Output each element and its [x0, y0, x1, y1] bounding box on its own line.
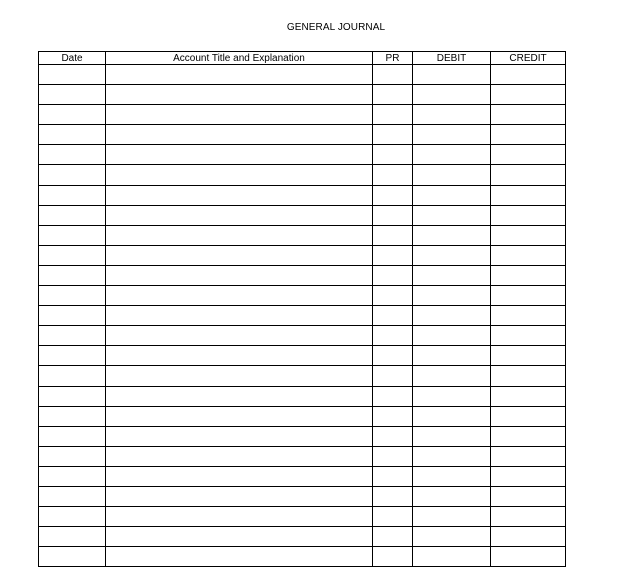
cell-date — [39, 165, 106, 185]
cell-credit — [491, 527, 566, 547]
cell-account — [106, 205, 373, 225]
cell-pr — [373, 547, 413, 567]
header-account-title: Account Title and Explanation — [106, 52, 373, 65]
cell-credit — [491, 346, 566, 366]
cell-credit — [491, 265, 566, 285]
cell-credit — [491, 446, 566, 466]
cell-date — [39, 547, 106, 567]
cell-debit — [413, 406, 491, 426]
table-row — [39, 366, 566, 386]
cell-debit — [413, 225, 491, 245]
cell-debit — [413, 105, 491, 125]
cell-date — [39, 85, 106, 105]
cell-pr — [373, 527, 413, 547]
table-row — [39, 185, 566, 205]
table-row — [39, 306, 566, 326]
cell-account — [106, 486, 373, 506]
cell-credit — [491, 65, 566, 85]
cell-date — [39, 185, 106, 205]
cell-pr — [373, 507, 413, 527]
cell-pr — [373, 225, 413, 245]
cell-credit — [491, 145, 566, 165]
table-row — [39, 426, 566, 446]
table-row — [39, 386, 566, 406]
cell-debit — [413, 527, 491, 547]
cell-pr — [373, 346, 413, 366]
cell-pr — [373, 165, 413, 185]
table-row — [39, 65, 566, 85]
cell-debit — [413, 125, 491, 145]
cell-date — [39, 125, 106, 145]
cell-date — [39, 265, 106, 285]
cell-credit — [491, 326, 566, 346]
table-row — [39, 145, 566, 165]
cell-account — [106, 386, 373, 406]
cell-date — [39, 306, 106, 326]
cell-pr — [373, 326, 413, 346]
cell-account — [106, 65, 373, 85]
cell-debit — [413, 245, 491, 265]
cell-debit — [413, 326, 491, 346]
cell-account — [106, 547, 373, 567]
cell-credit — [491, 507, 566, 527]
table-row — [39, 265, 566, 285]
table-row — [39, 205, 566, 225]
table-row — [39, 286, 566, 306]
cell-pr — [373, 306, 413, 326]
cell-debit — [413, 426, 491, 446]
cell-account — [106, 125, 373, 145]
cell-credit — [491, 245, 566, 265]
cell-date — [39, 426, 106, 446]
cell-credit — [491, 306, 566, 326]
cell-pr — [373, 125, 413, 145]
cell-account — [106, 265, 373, 285]
header-debit: DEBIT — [413, 52, 491, 65]
cell-date — [39, 65, 106, 85]
table-row — [39, 125, 566, 145]
cell-debit — [413, 286, 491, 306]
cell-debit — [413, 446, 491, 466]
cell-debit — [413, 346, 491, 366]
cell-account — [106, 245, 373, 265]
cell-date — [39, 346, 106, 366]
cell-debit — [413, 65, 491, 85]
cell-pr — [373, 85, 413, 105]
cell-debit — [413, 85, 491, 105]
cell-date — [39, 406, 106, 426]
cell-credit — [491, 486, 566, 506]
cell-date — [39, 466, 106, 486]
cell-date — [39, 326, 106, 346]
cell-credit — [491, 426, 566, 446]
table-row — [39, 85, 566, 105]
cell-credit — [491, 406, 566, 426]
table-row — [39, 507, 566, 527]
cell-debit — [413, 306, 491, 326]
cell-credit — [491, 85, 566, 105]
cell-credit — [491, 105, 566, 125]
cell-date — [39, 145, 106, 165]
cell-account — [106, 165, 373, 185]
header-credit: CREDIT — [491, 52, 566, 65]
cell-pr — [373, 105, 413, 125]
cell-pr — [373, 386, 413, 406]
cell-credit — [491, 225, 566, 245]
table-row — [39, 346, 566, 366]
cell-account — [106, 406, 373, 426]
table-row — [39, 527, 566, 547]
cell-account — [106, 145, 373, 165]
cell-credit — [491, 185, 566, 205]
table-row — [39, 105, 566, 125]
journal-title: GENERAL JOURNAL — [286, 22, 386, 33]
cell-pr — [373, 366, 413, 386]
cell-debit — [413, 486, 491, 506]
cell-credit — [491, 386, 566, 406]
cell-credit — [491, 547, 566, 567]
cell-pr — [373, 185, 413, 205]
cell-date — [39, 205, 106, 225]
journal-body — [39, 65, 566, 567]
cell-date — [39, 245, 106, 265]
cell-pr — [373, 466, 413, 486]
cell-date — [39, 446, 106, 466]
table-row — [39, 406, 566, 426]
cell-account — [106, 306, 373, 326]
cell-account — [106, 466, 373, 486]
cell-account — [106, 346, 373, 366]
cell-debit — [413, 547, 491, 567]
cell-pr — [373, 145, 413, 165]
table-row — [39, 446, 566, 466]
cell-account — [106, 426, 373, 446]
header-row — [39, 52, 566, 65]
cell-pr — [373, 486, 413, 506]
cell-date — [39, 386, 106, 406]
header-pr: PR — [373, 52, 413, 65]
cell-pr — [373, 65, 413, 85]
cell-pr — [373, 406, 413, 426]
cell-pr — [373, 426, 413, 446]
general-journal-table — [38, 51, 566, 567]
cell-date — [39, 366, 106, 386]
header-date: Date — [39, 52, 106, 65]
cell-debit — [413, 366, 491, 386]
cell-date — [39, 105, 106, 125]
cell-account — [106, 225, 373, 245]
table-row — [39, 486, 566, 506]
cell-date — [39, 507, 106, 527]
table-row — [39, 466, 566, 486]
cell-account — [106, 286, 373, 306]
cell-pr — [373, 245, 413, 265]
cell-debit — [413, 386, 491, 406]
table-row — [39, 547, 566, 567]
cell-credit — [491, 366, 566, 386]
cell-pr — [373, 446, 413, 466]
cell-debit — [413, 165, 491, 185]
cell-pr — [373, 265, 413, 285]
cell-credit — [491, 125, 566, 145]
table-row — [39, 245, 566, 265]
cell-date — [39, 527, 106, 547]
cell-date — [39, 486, 106, 506]
cell-credit — [491, 165, 566, 185]
cell-credit — [491, 286, 566, 306]
cell-debit — [413, 145, 491, 165]
table-row — [39, 165, 566, 185]
cell-account — [106, 85, 373, 105]
cell-pr — [373, 286, 413, 306]
cell-date — [39, 286, 106, 306]
cell-date — [39, 225, 106, 245]
cell-account — [106, 326, 373, 346]
table-row — [39, 326, 566, 346]
cell-pr — [373, 205, 413, 225]
cell-credit — [491, 466, 566, 486]
cell-debit — [413, 466, 491, 486]
cell-credit — [491, 205, 566, 225]
table-row — [39, 225, 566, 245]
cell-account — [106, 366, 373, 386]
cell-account — [106, 527, 373, 547]
cell-account — [106, 507, 373, 527]
cell-account — [106, 185, 373, 205]
cell-debit — [413, 507, 491, 527]
cell-account — [106, 446, 373, 466]
cell-debit — [413, 185, 491, 205]
cell-debit — [413, 265, 491, 285]
cell-account — [106, 105, 373, 125]
cell-debit — [413, 205, 491, 225]
